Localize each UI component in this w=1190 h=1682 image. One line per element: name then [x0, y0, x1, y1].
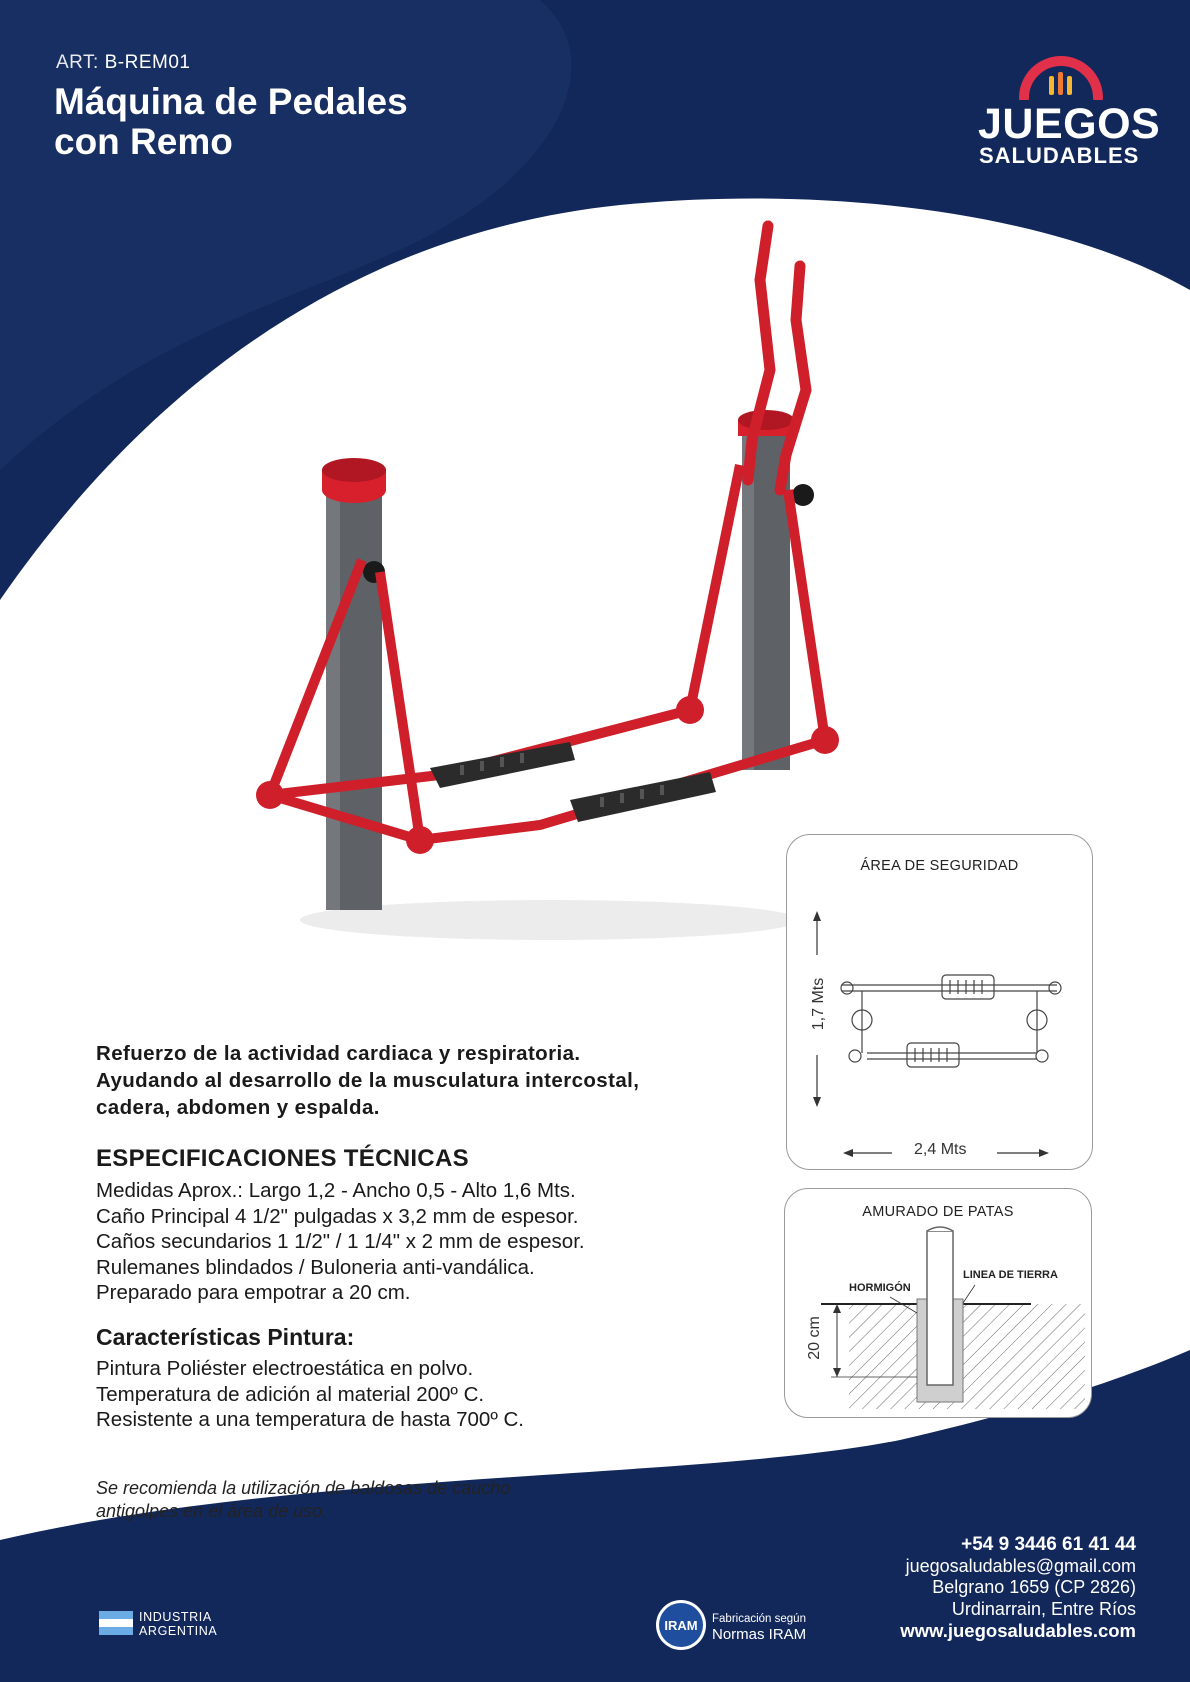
- contact-email[interactable]: juegosaludables@gmail.com: [905, 1555, 1136, 1576]
- intro-text: [96, 1040, 656, 1121]
- iram-badge-icon: [656, 1600, 706, 1650]
- paint-list: [96, 1356, 524, 1433]
- safety-area-panel: [786, 834, 1093, 1170]
- iram-line1: Fabricación según: [712, 1613, 806, 1625]
- contact-address1: Belgrano 1659 (CP 2826): [932, 1577, 1136, 1597]
- iram-line2: Normas IRAM: [712, 1626, 807, 1643]
- product-title: [54, 82, 408, 162]
- industry-line1: INDUSTRIA: [139, 1610, 212, 1624]
- safety-area-diagram: [787, 835, 1092, 1169]
- paint-heading: Características Pintura:: [96, 1324, 355, 1350]
- specs-list: [96, 1178, 585, 1306]
- industry-line2: ARGENTINA: [139, 1624, 218, 1638]
- concrete-label: HORMIGÓN: [849, 1282, 911, 1294]
- iram-text: [712, 1612, 806, 1642]
- safety-height-label: 1,7 Mts: [810, 977, 827, 1031]
- anchoring-title: AMURADO DE PATAS: [862, 1204, 1014, 1220]
- intro-line1: Refuerzo de la actividad cardiaca y respiratoria.: [96, 1042, 581, 1065]
- contact-block: [900, 1534, 1136, 1642]
- spec-item: Rulemanes blindados / Buloneria anti-vandálica.: [96, 1255, 535, 1279]
- article-code: [56, 52, 190, 74]
- iram-badge-text: IRAM: [659, 1603, 703, 1647]
- recommendation-note: [96, 1477, 576, 1523]
- spec-item: Preparado para empotrar a 20 cm.: [96, 1281, 411, 1304]
- article-code-value: B-REM01: [104, 52, 191, 73]
- spec-item: Caño Principal 4 1/2" pulgadas x 3,2 mm de espesor.: [96, 1204, 579, 1228]
- intro-line3: cadera, abdomen y espalda.: [96, 1096, 380, 1119]
- anchoring-diagram: [785, 1189, 1091, 1417]
- paint-item: Resistente a una temperatura de hasta 700º C.: [96, 1408, 524, 1431]
- product-title-line1: Máquina de Pedales: [54, 81, 408, 122]
- note-line1: Se recomienda la utilización de baldosas de caucho: [96, 1478, 511, 1498]
- brand-name-line2: SALUDABLES: [979, 143, 1140, 168]
- product-image: [240, 220, 860, 960]
- paint-item: Temperatura de adición al material 200º C.: [96, 1382, 485, 1406]
- specs-heading: ESPECIFICACIONES TÉCNICAS: [96, 1145, 469, 1172]
- anchoring-panel: [784, 1188, 1092, 1418]
- brand-logo-icon: [1018, 54, 1104, 100]
- brand-name-line1: JUEGOS: [978, 100, 1161, 148]
- argentina-flag-icon: [99, 1611, 133, 1635]
- spec-item: Caños secundarios 1 1/2" / 1 1/4" x 2 mm de espesor.: [96, 1230, 585, 1253]
- article-code-label: ART:: [56, 52, 99, 73]
- contact-address2: Urdinarrain, Entre Ríos: [951, 1598, 1136, 1619]
- spec-item: Medidas Aprox.: Largo 1,2 - Ancho 0,5 - Alto 1,6 Mts.: [96, 1179, 576, 1202]
- safety-width-label: 2,4 Mts: [914, 1141, 967, 1158]
- industry-label: [139, 1610, 217, 1638]
- note-line2: antigolpes en el área de uso.: [96, 1501, 328, 1521]
- paint-item: Pintura Poliéster electroestática en polvo.: [96, 1357, 474, 1380]
- contact-website[interactable]: www.juegosaludables.com: [900, 1620, 1136, 1641]
- depth-label: 20 cm: [806, 1316, 823, 1360]
- contact-phone[interactable]: +54 9 3446 61 41 44: [961, 1534, 1136, 1555]
- product-title-line2: con Remo: [54, 121, 233, 162]
- intro-line2: Ayudando al desarrollo de la musculatura intercostal,: [96, 1069, 640, 1092]
- safety-area-title: ÁREA DE SEGURIDAD: [860, 858, 1019, 874]
- ground-line-label: LINEA DE TIERRA: [963, 1269, 1058, 1281]
